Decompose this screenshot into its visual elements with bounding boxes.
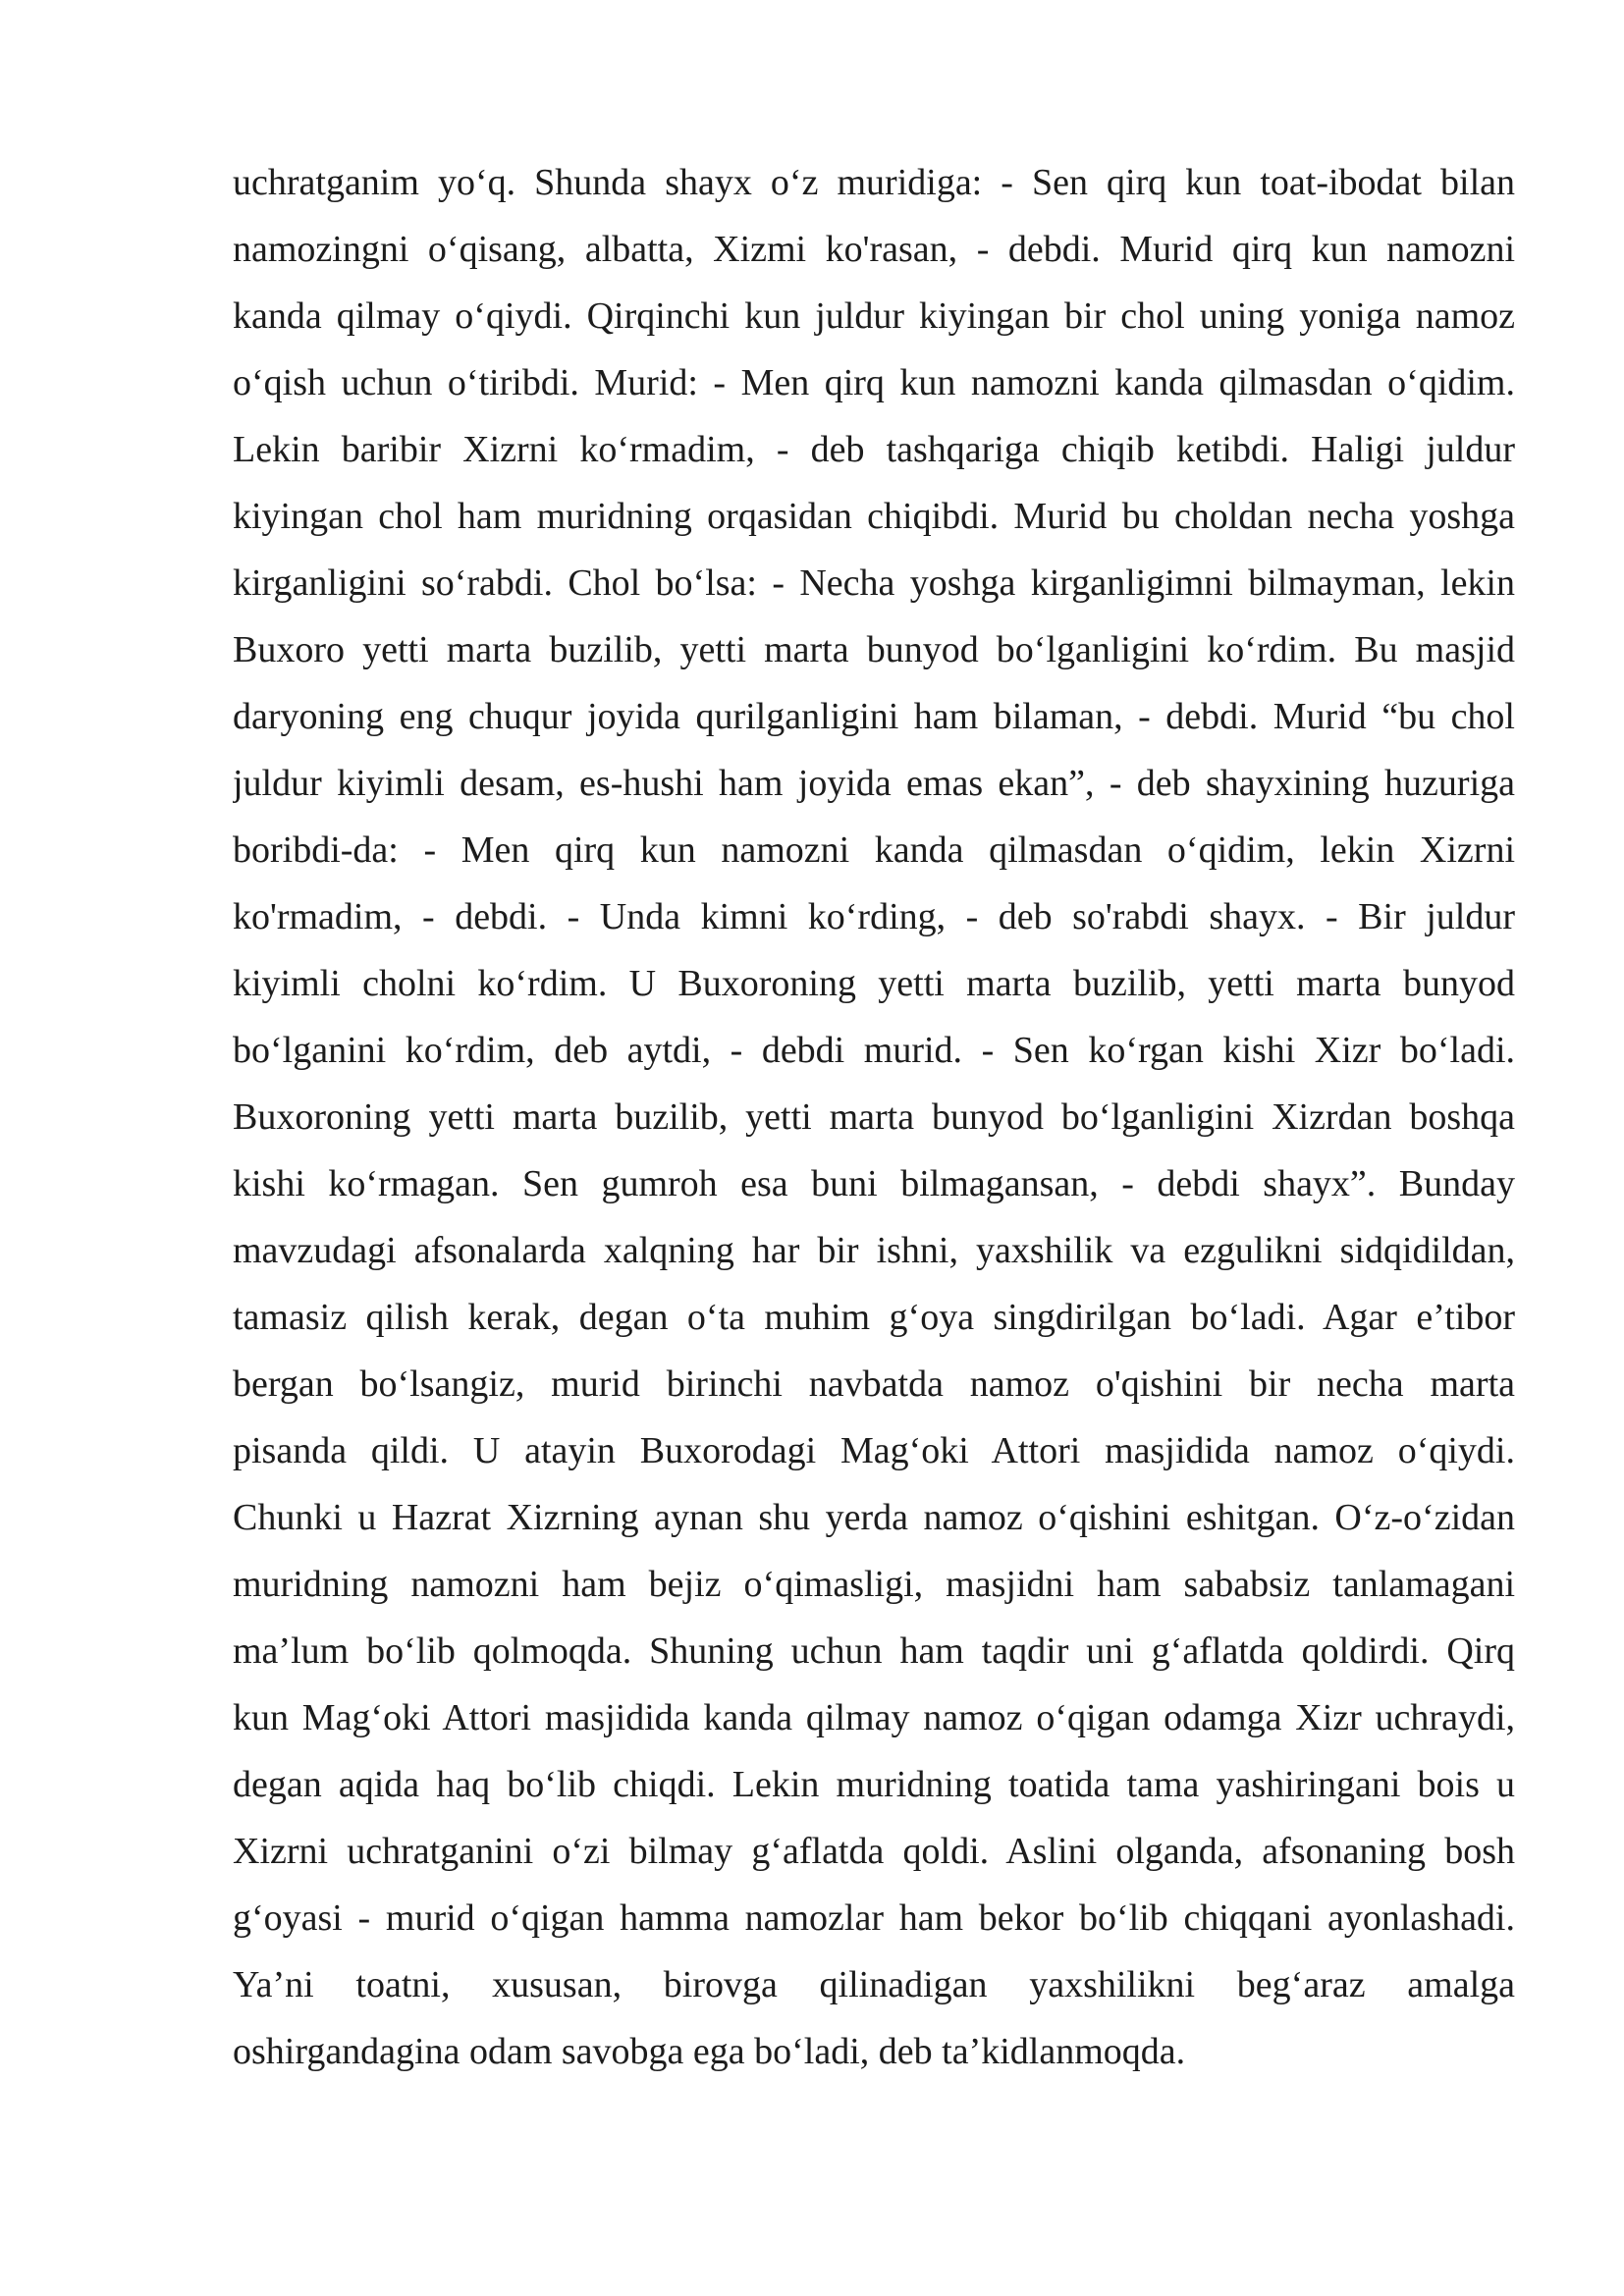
text-line: kirganligini so‘rabdi. Chol bo‘lsa: - Necha yoshga kirganligimni bilmayman, lekin: [233, 562, 1515, 604]
text-line: kishi ko‘rmagan. Sen gumroh esa buni bilmagansan, - debdi shayx”. Bunday: [233, 1163, 1515, 1204]
text-line: degan aqida haq bo‘lib chiqdi. Lekin muridning toatida tama yashiringani bois u: [233, 1764, 1515, 1805]
text-line: juldur kiyimli desam, es-hushi ham joyida emas ekan”, - deb shayxining huzuriga: [233, 763, 1515, 804]
text-line: mavzudagi afsonalarda xalqning har bir ishni, yaxshilik va ezgulikni sidqidildan,: [233, 1230, 1515, 1271]
text-line: Lekin baribir Xizrni ko‘rmadim, - deb tashqariga chiqib ketibdi. Haligi juldur: [233, 429, 1515, 470]
text-line: bergan bo‘lsangiz, murid birinchi navbatda namoz o'qishini bir necha marta: [233, 1363, 1515, 1405]
text-line: kiyingan chol ham muridning orqasidan chiqibdi. Murid bu choldan necha yoshga: [233, 496, 1515, 537]
text-line: Xizrni uchratganini o‘zi bilmay g‘aflatda qoldi. Aslini olganda, afsonaning bosh: [233, 1831, 1515, 1872]
text-line: ma’lum bo‘lib qolmoqda. Shuning uchun ham taqdir uni g‘aflatda qoldirdi. Qirq: [233, 1630, 1515, 1672]
text-line: kun Mag‘oki Attori masjidida kanda qilmay namoz o‘qigan odamga Xizr uchraydi,: [233, 1697, 1515, 1738]
text-line: namozingni o‘qisang, albatta, Xizmi ko'rasan, - debdi. Murid qirq kun namozni: [233, 229, 1515, 270]
text-line: Buxoroning yetti marta buzilib, yetti marta bunyod bo‘lganligini Xizrdan boshqa: [233, 1096, 1515, 1138]
text-line: Buxoro yetti marta buzilib, yetti marta bunyod bo‘lganligini ko‘rdim. Bu masjid: [233, 629, 1515, 670]
text-line: boribdi-da: - Men qirq kun namozni kanda qilmasdan o‘qidim, lekin Xizrni: [233, 829, 1515, 871]
text-line: pisanda qildi. U atayin Buxorodagi Mag‘oki Attori masjidida namoz o‘qiydi.: [233, 1430, 1515, 1471]
text-line: kiyimli cholni ko‘rdim. U Buxoroning yetti marta buzilib, yetti marta bunyod: [233, 963, 1515, 1004]
text-line: bo‘lganini ko‘rdim, deb aytdi, - debdi murid. - Sen ko‘rgan kishi Xizr bo‘ladi.: [233, 1030, 1515, 1071]
text-line: oshirgandagina odam savobga ega bo‘ladi, deb ta’kidlanmoqda.: [233, 2031, 1186, 2072]
text-line: tamasiz qilish kerak, degan o‘ta muhim g‘oya singdirilgan bo‘ladi. Agar e’tibor: [233, 1297, 1515, 1338]
text-line: uchratganim yo‘q. Shunda shayx o‘z muridiga: - Sen qirq kun toat-ibodat bilan: [233, 162, 1515, 203]
text-line: Ya’ni toatni, xususan, birovga qilinadigan yaxshilikni beg‘araz amalga: [233, 1964, 1515, 2005]
text-line: daryoning eng chuqur joyida qurilganligini ham bilaman, - debdi. Murid “bu chol: [233, 696, 1515, 737]
text-line: g‘oyasi - murid o‘qigan hamma namozlar ham bekor bo‘lib chiqqani ayonlashadi.: [233, 1897, 1515, 1939]
text-line: Chunki u Hazrat Xizrning aynan shu yerda namoz o‘qishini eshitgan. O‘z-o‘zidan: [233, 1497, 1515, 1538]
body-text: [233, 149, 1515, 2085]
text-line: ko'rmadim, - debdi. - Unda kimni ko‘rding, - deb so'rabdi shayx. - Bir juldur: [233, 896, 1515, 937]
text-line: muridning namozni ham bejiz o‘qimasligi, masjidni ham sababsiz tanlamagani: [233, 1564, 1515, 1605]
text-line: o‘qish uchun o‘tiribdi. Murid: - Men qirq kun namozni kanda qilmasdan o‘qidim.: [233, 362, 1515, 403]
text-line: kanda qilmay o‘qiydi. Qirqinchi kun juldur kiyingan bir chol uning yoniga namoz: [233, 295, 1515, 337]
